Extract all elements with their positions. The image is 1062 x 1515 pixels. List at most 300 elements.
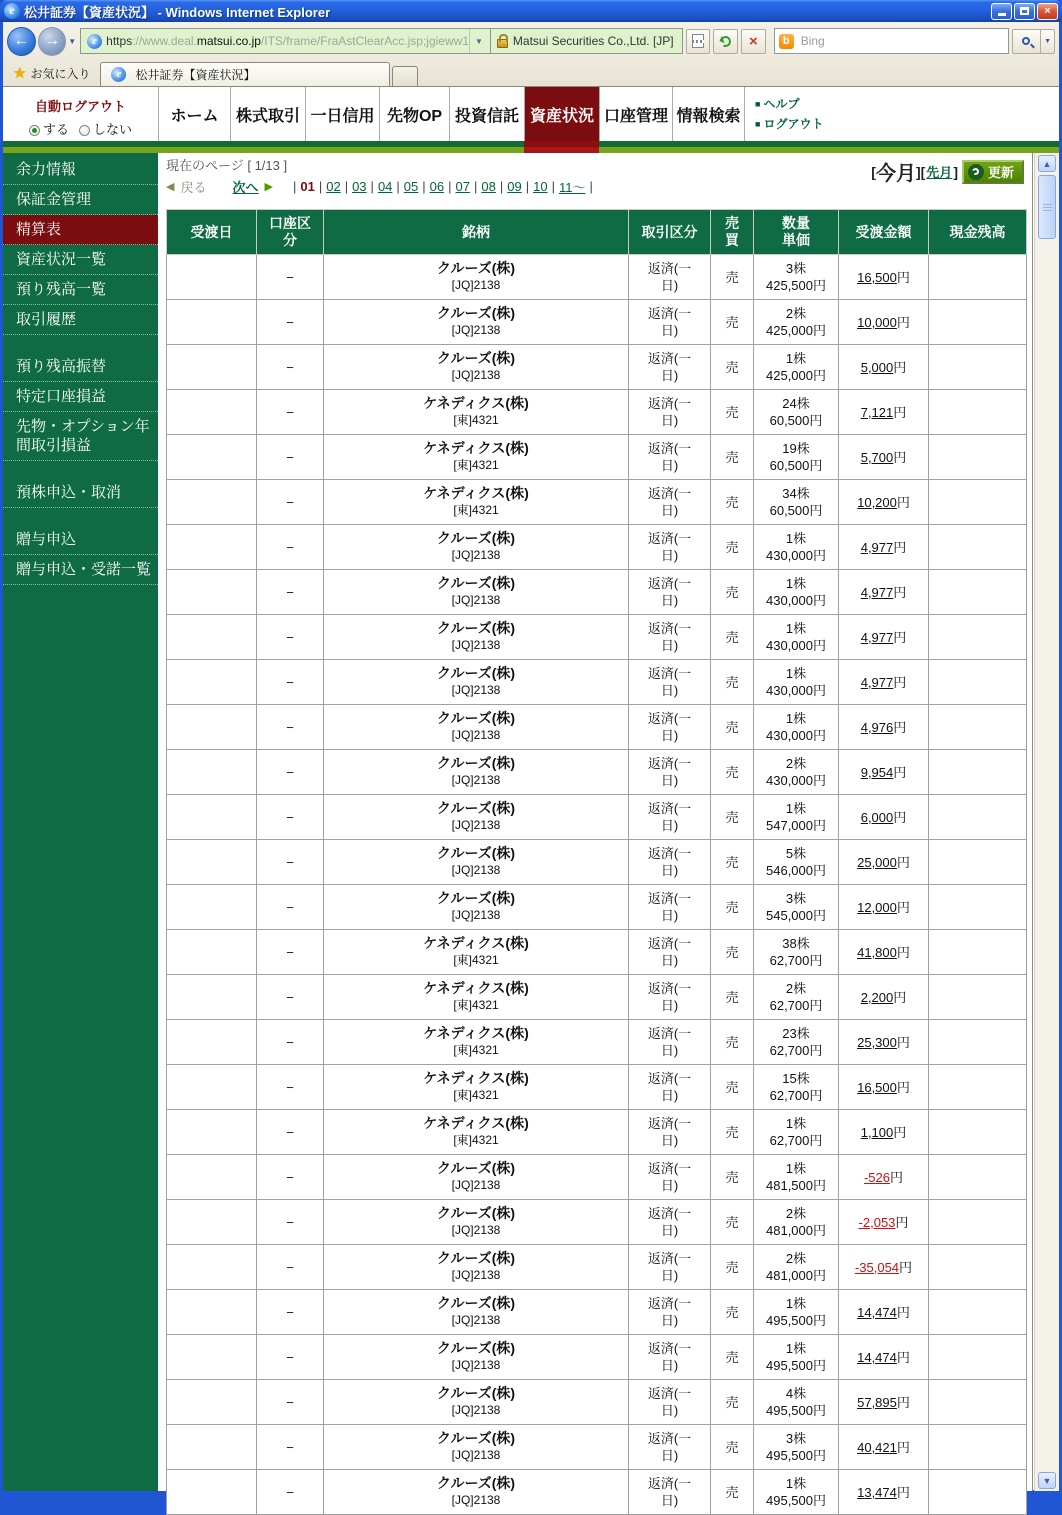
settlement-table <box>166 209 1027 1515</box>
cell-settlement-amount: -526円 <box>839 1155 929 1200</box>
cell-settlement-amount: 4,977円 <box>839 570 929 615</box>
page-separator: | <box>292 178 297 194</box>
cell-qty-price: 2株 481,000円 <box>754 1200 839 1245</box>
sidebar-item-5[interactable]: 預り残高一覧 <box>3 275 158 305</box>
cell-side: 売 <box>711 300 754 345</box>
cell-trade-type: 返済(一 日) <box>629 525 711 570</box>
table-body <box>167 255 1027 1515</box>
square-bullet-icon: ■ <box>755 98 761 109</box>
cell-side: 売 <box>711 660 754 705</box>
cell-qty-price: 1株 430,000円 <box>754 615 839 660</box>
cell-qty-price: 24株 60,500円 <box>754 390 839 435</box>
cell-qty-price: 38株 62,700円 <box>754 930 839 975</box>
cell-trade-type: 返済(一 日) <box>629 1380 711 1425</box>
cell-settlement-amount: 41,800円 <box>839 930 929 975</box>
cell-settlement-amount: 16,500円 <box>839 255 929 300</box>
cell-stock: クルーズ(株) [JQ]2138 <box>324 750 629 795</box>
auto-logout-on-option[interactable]: する <box>29 119 69 138</box>
col-header-7: 受渡金額 <box>839 210 929 255</box>
minimize-button[interactable] <box>991 3 1012 20</box>
settlement-amount-link[interactable]: 5,000 <box>860 359 894 375</box>
window-title: 松井証券【資産状況】 - Windows Internet Explorer <box>24 4 331 20</box>
cell-trade-type: 返済(一 日) <box>629 1065 711 1110</box>
cell-settlement-date <box>167 1110 257 1155</box>
cell-stock: クルーズ(株) [JQ]2138 <box>324 255 629 300</box>
security-badge[interactable] <box>491 28 683 54</box>
stop-icon: × <box>748 32 758 50</box>
cell-account-type: − <box>257 1425 324 1470</box>
cell-settlement-date <box>167 1245 257 1290</box>
cell-settlement-date <box>167 1200 257 1245</box>
lock-icon <box>497 39 508 48</box>
cell-stock: ケネディクス(株) [東]4321 <box>324 390 629 435</box>
cell-side: 売 <box>711 930 754 975</box>
cell-side: 売 <box>711 525 754 570</box>
cell-qty-price: 1株 430,000円 <box>754 525 839 570</box>
cell-settlement-amount: 57,895円 <box>839 1380 929 1425</box>
cell-side: 売 <box>711 1290 754 1335</box>
cell-settlement-date <box>167 975 257 1020</box>
search-icon <box>1022 37 1030 45</box>
cell-trade-type: 返済(一 日) <box>629 705 711 750</box>
address-dropdown-icon[interactable]: ▼ <box>469 29 488 53</box>
cell-cash-balance <box>929 1020 1027 1065</box>
settlement-amount-link[interactable]: -526 <box>863 1169 890 1185</box>
settlement-amount-link[interactable]: 4,977 <box>860 674 894 690</box>
cell-settlement-amount: 4,976円 <box>839 705 929 750</box>
primary-nav-items <box>158 87 744 141</box>
settlement-amount-link[interactable]: 4,977 <box>860 584 894 600</box>
sidebar-item-4[interactable]: 資産状況一覧 <box>3 245 158 275</box>
cell-cash-balance <box>929 345 1027 390</box>
table-row-5 <box>167 435 1027 480</box>
table-row-10 <box>167 660 1027 705</box>
table-row-17 <box>167 975 1027 1020</box>
settlement-amount-link[interactable]: 1,100 <box>860 1124 894 1140</box>
refresh-circle-icon <box>968 164 984 180</box>
cell-settlement-amount: 12,000円 <box>839 885 929 930</box>
nav-item-1[interactable]: ホーム <box>158 87 230 141</box>
cell-trade-type: 返済(一 日) <box>629 1425 711 1470</box>
page-link-09[interactable]: 09 <box>507 178 522 194</box>
settlement-amount-link[interactable]: 16,500 <box>857 1079 897 1095</box>
settlement-amount-link[interactable]: 10,000 <box>857 314 897 330</box>
cell-side: 売 <box>711 885 754 930</box>
table-row-8 <box>167 570 1027 615</box>
favorites-button[interactable] <box>7 64 100 86</box>
settlement-amount-link[interactable]: 25,300 <box>857 1034 897 1050</box>
settlement-amount-link[interactable]: 2,200 <box>860 989 894 1005</box>
url-text[interactable]: https://www.deal.matsui.co.jp/ITS/frame/FraAstClearAcc.jsp;jgieww1 <box>106 34 469 48</box>
cell-side: 売 <box>711 1200 754 1245</box>
settlement-amount-link[interactable]: 13,474 <box>857 1484 897 1500</box>
settlement-amount-link[interactable]: 14,474 <box>857 1349 897 1365</box>
month-controls: [ 今月 ] [ 先月 ] 更新 <box>871 157 1024 186</box>
table-row-3 <box>167 345 1027 390</box>
cell-side: 売 <box>711 255 754 300</box>
browser-tab[interactable] <box>100 62 390 86</box>
table-row-16 <box>167 930 1027 975</box>
scrollbar-thumb[interactable] <box>1038 175 1056 239</box>
col-header-4: 取引区分 <box>629 210 711 255</box>
compatibility-view-button[interactable] <box>686 29 711 54</box>
cell-settlement-amount: 14,474円 <box>839 1290 929 1335</box>
cell-trade-type: 返済(一 日) <box>629 1110 711 1155</box>
cell-qty-price: 1株 481,500円 <box>754 1155 839 1200</box>
settlement-amount-link[interactable]: 4,977 <box>860 539 894 555</box>
cell-account-type: − <box>257 390 324 435</box>
cell-stock: クルーズ(株) [JQ]2138 <box>324 615 629 660</box>
table-row-1 <box>167 255 1027 300</box>
col-header-2: 口座区 分 <box>257 210 324 255</box>
cell-cash-balance <box>929 1290 1027 1335</box>
tab-ie-icon: e <box>111 67 126 82</box>
cell-settlement-date <box>167 570 257 615</box>
cell-side: 売 <box>711 1425 754 1470</box>
cell-stock: ケネディクス(株) [東]4321 <box>324 480 629 525</box>
sidebar-item-11[interactable]: 贈与申込 <box>3 525 158 555</box>
nav-item-6[interactable]: 資産状況 <box>524 87 599 141</box>
logout-link[interactable]: ■ ログアウト <box>755 117 824 131</box>
cell-cash-balance <box>929 255 1027 300</box>
cell-trade-type: 返済(一 日) <box>629 1290 711 1335</box>
cell-side: 売 <box>711 390 754 435</box>
cell-settlement-amount: 5,700円 <box>839 435 929 480</box>
cell-stock: クルーズ(株) [JQ]2138 <box>324 660 629 705</box>
cell-account-type: − <box>257 570 324 615</box>
page-link-02[interactable]: 02 <box>326 178 341 194</box>
cell-qty-price: 23株 62,700円 <box>754 1020 839 1065</box>
cell-account-type: − <box>257 1470 324 1515</box>
back-icon: ← <box>13 32 30 49</box>
cell-cash-balance <box>929 1380 1027 1425</box>
settlement-amount-link[interactable]: 5,700 <box>860 449 894 465</box>
cell-settlement-amount: 7,121円 <box>839 390 929 435</box>
settlement-amount-link[interactable]: -2,053 <box>858 1214 896 1230</box>
sidebar-item-1[interactable]: 余力情報 <box>3 155 158 185</box>
cell-trade-type: 返済(一 日) <box>629 1155 711 1200</box>
cell-cash-balance <box>929 975 1027 1020</box>
cell-account-type: − <box>257 795 324 840</box>
favorites-star-icon: ★ <box>13 65 27 82</box>
minimize-icon <box>998 13 1006 16</box>
cell-settlement-date <box>167 390 257 435</box>
nav-item-3[interactable]: 一日信用 <box>305 87 379 141</box>
cell-settlement-date <box>167 615 257 660</box>
primary-nav <box>3 87 1059 141</box>
cell-qty-price: 2株 62,700円 <box>754 975 839 1020</box>
cell-account-type: − <box>257 300 324 345</box>
col-header-5: 売 買 <box>711 210 754 255</box>
maximize-icon <box>1020 7 1029 15</box>
close-button[interactable] <box>1037 3 1058 20</box>
cell-qty-price: 1株 547,000円 <box>754 795 839 840</box>
bing-logo-icon: b <box>779 34 794 49</box>
page-link-06[interactable]: 06 <box>429 178 445 194</box>
page-separator: | <box>448 178 452 194</box>
cell-account-type: − <box>257 975 324 1020</box>
cell-account-type: − <box>257 930 324 975</box>
settlement-amount-link[interactable]: 4,976 <box>860 719 894 735</box>
back-button[interactable] <box>7 27 36 56</box>
col-header-1: 受渡日 <box>167 210 257 255</box>
cell-side: 売 <box>711 570 754 615</box>
cell-settlement-amount: 13,474円 <box>839 1470 929 1515</box>
scroll-down-button[interactable] <box>1038 1472 1056 1489</box>
cell-qty-price: 1株 495,500円 <box>754 1470 839 1515</box>
col-header-3: 銘柄 <box>324 210 629 255</box>
cell-side: 売 <box>711 750 754 795</box>
cell-cash-balance <box>929 660 1027 705</box>
cell-settlement-amount: 25,300円 <box>839 1020 929 1065</box>
maximize-button[interactable] <box>1014 3 1035 20</box>
page-link-08[interactable]: 08 <box>481 178 496 194</box>
vertical-scrollbar[interactable] <box>1034 153 1059 1491</box>
table-row-28 <box>167 1470 1027 1515</box>
page-separator: | <box>422 178 426 194</box>
settlement-amount-link[interactable]: 40,421 <box>857 1439 897 1455</box>
cell-cash-balance <box>929 705 1027 750</box>
last-month-link[interactable]: 先月 <box>926 165 953 180</box>
cell-side: 売 <box>711 1155 754 1200</box>
cell-trade-type: 返済(一 日) <box>629 1470 711 1515</box>
page-separator: | <box>473 178 478 194</box>
nav-item-5[interactable]: 投資信託 <box>449 87 524 141</box>
nav-item-7[interactable]: 口座管理 <box>599 87 672 141</box>
nav-utility-links <box>744 87 1059 141</box>
cell-trade-type: 返済(一 日) <box>629 345 711 390</box>
cell-side: 売 <box>711 345 754 390</box>
cell-cash-balance <box>929 840 1027 885</box>
cell-trade-type: 返済(一 日) <box>629 300 711 345</box>
page-link-10[interactable]: 10 <box>533 178 548 194</box>
cell-cash-balance <box>929 1200 1027 1245</box>
nav-item-2[interactable]: 株式取引 <box>230 87 305 141</box>
cell-stock: クルーズ(株) [JQ]2138 <box>324 1425 629 1470</box>
page-separator: | <box>344 178 349 194</box>
cell-stock: ケネディクス(株) [東]4321 <box>324 435 629 480</box>
cell-trade-type: 返済(一 日) <box>629 795 711 840</box>
table-row-26 <box>167 1380 1027 1425</box>
cell-settlement-date <box>167 1470 257 1515</box>
table-row-22 <box>167 1200 1027 1245</box>
page-number-links <box>289 177 597 196</box>
forward-button[interactable] <box>38 27 67 56</box>
settlement-amount-link[interactable]: 12,000 <box>857 899 897 915</box>
cell-qty-price: 1株 495,500円 <box>754 1290 839 1335</box>
page-link-03[interactable]: 03 <box>352 178 367 194</box>
cell-qty-price: 1株 425,000円 <box>754 345 839 390</box>
window-titlebar <box>0 0 1062 22</box>
page-link-04[interactable]: 04 <box>377 178 393 194</box>
cell-account-type: − <box>257 750 324 795</box>
cell-trade-type: 返済(一 日) <box>629 615 711 660</box>
table-row-2 <box>167 300 1027 345</box>
cell-cash-balance <box>929 390 1027 435</box>
cell-settlement-amount: 4,977円 <box>839 615 929 660</box>
page-link-11～[interactable]: 11～ <box>558 179 586 195</box>
sidebar-item-8[interactable]: 特定口座損益 <box>3 382 158 412</box>
cell-settlement-date <box>167 345 257 390</box>
table-row-11 <box>167 705 1027 750</box>
address-bar[interactable] <box>80 28 491 54</box>
settlement-amount-link[interactable]: -35,054 <box>854 1259 900 1275</box>
page-separator: | <box>499 178 504 194</box>
cell-stock: ケネディクス(株) [東]4321 <box>324 930 629 975</box>
cell-trade-type: 返済(一 日) <box>629 750 711 795</box>
cell-settlement-date <box>167 435 257 480</box>
cell-qty-price: 34株 60,500円 <box>754 480 839 525</box>
cell-account-type: − <box>257 435 324 480</box>
cell-cash-balance <box>929 435 1027 480</box>
cell-trade-type: 返済(一 日) <box>629 480 711 525</box>
cell-trade-type: 返済(一 日) <box>629 975 711 1020</box>
cell-settlement-amount: 4,977円 <box>839 525 929 570</box>
next-page-button[interactable]: 次へ <box>232 179 259 195</box>
page-link-07[interactable]: 07 <box>455 178 470 194</box>
search-input[interactable] <box>799 33 1004 49</box>
cell-settlement-date <box>167 1065 257 1110</box>
cell-settlement-amount: 40,421円 <box>839 1425 929 1470</box>
cell-cash-balance <box>929 795 1027 840</box>
auto-logout-off-option[interactable]: しない <box>79 119 132 138</box>
cell-account-type: − <box>257 525 324 570</box>
settlement-amount-link[interactable]: 25,000 <box>857 854 897 870</box>
cell-settlement-date <box>167 885 257 930</box>
table-row-19 <box>167 1065 1027 1110</box>
this-month-label: 今月 <box>875 163 916 185</box>
back-page-button[interactable]: 戻る <box>180 179 207 195</box>
settlement-amount-link[interactable]: 9,954 <box>860 764 894 780</box>
scroll-up-button[interactable] <box>1038 155 1056 172</box>
table-row-18 <box>167 1020 1027 1065</box>
search-go-button[interactable] <box>1012 29 1042 54</box>
prev-triangle-icon: ◀ <box>166 180 175 193</box>
cell-account-type: − <box>257 885 324 930</box>
cell-qty-price: 5株 546,000円 <box>754 840 839 885</box>
forward-icon: → <box>43 32 60 49</box>
table-row-23 <box>167 1245 1027 1290</box>
cell-settlement-date <box>167 1020 257 1065</box>
settlement-amount-link[interactable]: 4,977 <box>860 629 894 645</box>
cell-account-type: − <box>257 1200 324 1245</box>
refresh-page-button[interactable]: 更新 <box>962 160 1024 184</box>
tab-title: 松井証券【資産状況】 <box>135 68 256 82</box>
cell-qty-price: 2株 430,000円 <box>754 750 839 795</box>
settlement-amount-link[interactable]: 41,800 <box>857 944 897 960</box>
help-link[interactable]: ■ ヘルプ <box>755 97 800 111</box>
cell-cash-balance <box>929 885 1027 930</box>
radio-off-icon[interactable] <box>79 125 90 136</box>
cell-settlement-date <box>167 840 257 885</box>
scroll-up-icon: ▲ <box>1042 158 1052 169</box>
stop-button[interactable] <box>741 29 766 54</box>
cell-side: 売 <box>711 1245 754 1290</box>
cell-account-type: − <box>257 1380 324 1425</box>
cell-stock: クルーズ(株) [JQ]2138 <box>324 570 629 615</box>
browser-toolbar <box>3 22 1059 60</box>
cell-account-type: − <box>257 480 324 525</box>
search-dropdown-icon[interactable]: ▼ <box>1041 29 1055 54</box>
compatibility-icon <box>692 34 704 48</box>
table-row-4 <box>167 390 1027 435</box>
cell-settlement-date <box>167 1380 257 1425</box>
sidebar-item-6[interactable]: 取引履歴 <box>3 305 158 335</box>
page-link-01: 01 <box>300 178 315 194</box>
cell-qty-price: 1株 62,700円 <box>754 1110 839 1155</box>
cell-settlement-amount: 9,954円 <box>839 750 929 795</box>
nav-item-4[interactable]: 先物OP <box>379 87 449 141</box>
history-dropdown-icon[interactable]: ▼ <box>68 36 77 46</box>
cell-trade-type: 返済(一 日) <box>629 390 711 435</box>
refresh-button[interactable] <box>713 29 738 54</box>
main-panel <box>158 153 1033 1508</box>
square-bullet-icon: ■ <box>755 118 761 129</box>
cell-trade-type: 返済(一 日) <box>629 660 711 705</box>
sidebar-item-7[interactable]: 預り残高振替 <box>3 352 158 382</box>
cell-trade-type: 返済(一 日) <box>629 1200 711 1245</box>
cell-qty-price: 1株 495,500円 <box>754 1335 839 1380</box>
cell-settlement-amount: 2,200円 <box>839 975 929 1020</box>
cell-account-type: − <box>257 1155 324 1200</box>
cell-qty-price: 3株 545,000円 <box>754 885 839 930</box>
cell-account-type: − <box>257 705 324 750</box>
cell-qty-price: 3株 495,500円 <box>754 1425 839 1470</box>
cell-side: 売 <box>711 615 754 660</box>
site-content <box>3 86 1059 1508</box>
settlement-amount-link[interactable]: 6,000 <box>860 809 894 825</box>
cell-stock: クルーズ(株) [JQ]2138 <box>324 705 629 750</box>
table-row-9 <box>167 615 1027 660</box>
cell-qty-price: 3株 425,500円 <box>754 255 839 300</box>
sidebar-item-9[interactable]: 先物・オプション年間取引損益 <box>3 412 158 461</box>
sidebar <box>3 153 158 1491</box>
sidebar-item-10[interactable]: 預株申込・取消 <box>3 478 158 508</box>
settlement-amount-link[interactable]: 57,895 <box>857 1394 897 1410</box>
sidebar-item-12[interactable]: 贈与申込・受諾一覧 <box>3 555 158 585</box>
cell-stock: クルーズ(株) [JQ]2138 <box>324 345 629 390</box>
cell-account-type: − <box>257 1245 324 1290</box>
settlement-amount-link[interactable]: 7,121 <box>860 404 894 420</box>
cell-trade-type: 返済(一 日) <box>629 255 711 300</box>
cell-settlement-amount: 10,200円 <box>839 480 929 525</box>
cell-qty-price: 4株 495,500円 <box>754 1380 839 1425</box>
nav-item-8[interactable]: 情報検索 <box>672 87 744 141</box>
cell-cash-balance <box>929 300 1027 345</box>
cell-settlement-amount: 4,977円 <box>839 660 929 705</box>
sidebar-item-2[interactable]: 保証金管理 <box>3 185 158 215</box>
cell-account-type: − <box>257 1335 324 1380</box>
new-tab-button[interactable] <box>392 66 418 86</box>
settlement-amount-link[interactable]: 10,200 <box>857 494 897 510</box>
sidebar-item-3[interactable]: 精算表 <box>3 215 158 245</box>
col-header-6: 数量 単価 <box>754 210 839 255</box>
cell-side: 売 <box>711 1380 754 1425</box>
settlement-amount-link[interactable]: 14,474 <box>857 1304 897 1320</box>
cell-settlement-amount: -35,054円 <box>839 1245 929 1290</box>
cell-side: 売 <box>711 1470 754 1515</box>
cell-stock: クルーズ(株) [JQ]2138 <box>324 1290 629 1335</box>
cell-cash-balance <box>929 750 1027 795</box>
search-box[interactable] <box>774 28 1009 54</box>
radio-on-icon[interactable] <box>29 125 40 136</box>
cell-settlement-amount: 5,000円 <box>839 345 929 390</box>
active-tab-strip <box>524 141 599 153</box>
cell-stock: ケネディクス(株) [東]4321 <box>324 1065 629 1110</box>
page-link-05[interactable]: 05 <box>403 178 419 194</box>
settlement-amount-link[interactable]: 16,500 <box>857 269 897 285</box>
auto-logout-title: 自動ログアウト <box>34 99 126 114</box>
